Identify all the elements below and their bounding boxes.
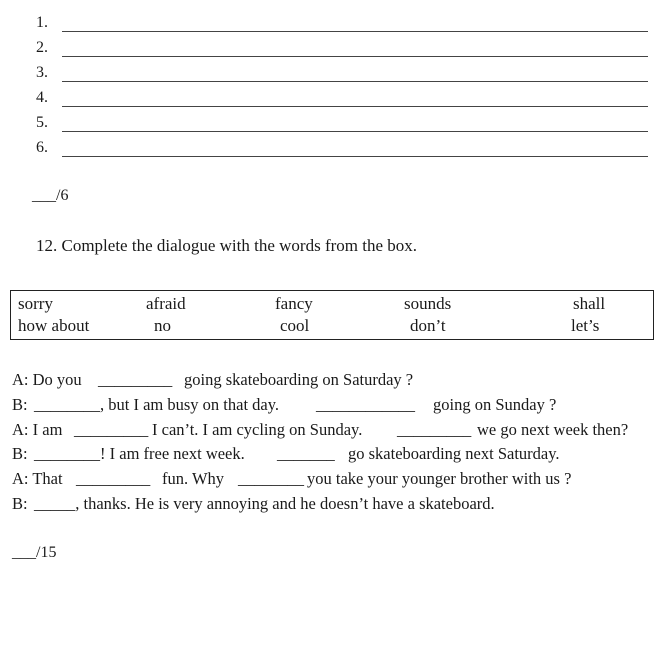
score-15: ___/15 [12, 544, 57, 561]
dialogue-blank[interactable]: _________ [76, 469, 151, 488]
answer-line-number: 6. [36, 139, 48, 156]
dialogue-text: we go next week then? [477, 420, 629, 439]
dialogue-speaker: B: [12, 395, 28, 414]
dialogue-text: A: That [12, 469, 63, 488]
word-how-about: how about [18, 316, 90, 335]
dialogue-line-2 [12, 395, 662, 417]
dialogue-line-5 [12, 469, 662, 491]
dialogue-text: ________! I am free next week. [34, 444, 245, 463]
dialogue-line-4 [12, 444, 662, 466]
dialogue-text: ________, but I am busy on that day. [34, 395, 280, 414]
word-shall: shall [573, 294, 606, 313]
answer-line-number: 2. [36, 39, 48, 56]
answer-line-4 [36, 89, 636, 111]
answer-line-number: 3. [36, 64, 48, 81]
dialogue-text: you take your younger brother with us ? [307, 469, 572, 488]
answer-line-3 [36, 64, 636, 86]
dialogue-speaker: B: [12, 444, 28, 463]
exercise-title: 12. Complete the dialogue with the words from the box. [36, 236, 418, 255]
word-sorry: sorry [18, 294, 53, 313]
dialogue-line-3 [12, 420, 662, 442]
dialogue-speaker: B: [12, 494, 28, 513]
answer-line-rule [62, 156, 648, 157]
answer-line-rule [62, 56, 648, 57]
answer-line-rule [62, 131, 648, 132]
answer-line-5 [36, 114, 636, 136]
dialogue-blank[interactable]: _________ [397, 420, 472, 439]
word-cool: cool [280, 316, 310, 335]
word-fancy: fancy [275, 294, 313, 313]
answer-line-rule [62, 81, 648, 82]
dialogue-text: go skateboarding next Saturday. [348, 444, 560, 463]
word-sounds: sounds [404, 294, 452, 313]
word-no: no [154, 316, 171, 335]
answer-line-number: 4. [36, 89, 48, 106]
dialogue-blank[interactable]: _________ [74, 420, 149, 439]
word-lets: let’s [571, 316, 600, 335]
answer-line-1 [36, 14, 636, 36]
dialogue-line-1 [12, 370, 662, 392]
dialogue-text: _____, thanks. He is very annoying and he doesn’t have a skateboard. [34, 494, 495, 513]
score-6: ___/6 [32, 187, 69, 204]
answer-line-rule [62, 31, 648, 32]
word-dont: don’t [410, 316, 446, 335]
dialogue-text: I can’t. I am cycling on Sunday. [152, 420, 363, 439]
dialogue-text: going on Sunday ? [433, 395, 557, 414]
answer-line-6 [36, 139, 636, 161]
word-box [10, 290, 654, 340]
dialogue-blank[interactable]: ________ [238, 469, 304, 488]
dialogue-text: A: Do you [12, 370, 82, 389]
word-afraid: afraid [146, 294, 186, 313]
answer-line-rule [62, 106, 648, 107]
answer-line-2 [36, 39, 636, 61]
dialogue-blank[interactable]: _________ [98, 370, 173, 389]
dialogue-blank[interactable]: ____________ [316, 395, 415, 414]
dialogue-text: fun. Why [162, 469, 225, 488]
dialogue-text: going skateboarding on Saturday ? [184, 370, 414, 389]
dialogue-blank[interactable]: _______ [277, 444, 335, 463]
dialogue-text: A: I am [12, 420, 63, 439]
dialogue-line-6 [12, 494, 662, 516]
answer-line-number: 5. [36, 114, 48, 131]
answer-line-number: 1. [36, 14, 48, 31]
